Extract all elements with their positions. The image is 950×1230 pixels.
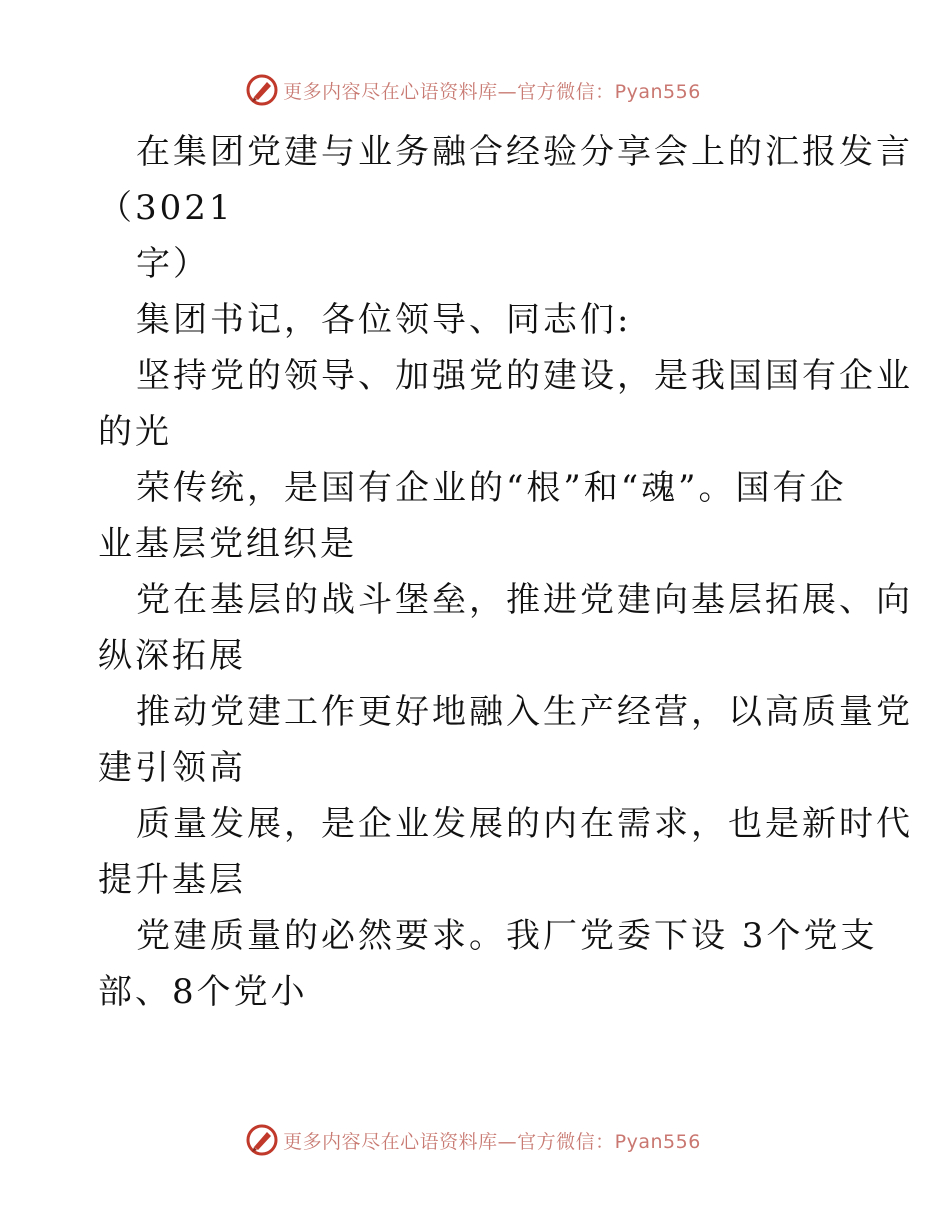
text-line: 提升基层 bbox=[98, 860, 246, 900]
text-line: 党建质量的必然要求。我厂党委下设 3个党支 bbox=[136, 916, 878, 956]
text-line: 集团书记，各位领导、同志们: bbox=[136, 300, 632, 340]
pen-logo-icon bbox=[245, 1123, 279, 1157]
text-line: 部、8个党小 bbox=[98, 972, 308, 1012]
text-line: 在集团党建与业务融合经验分享会上的汇报发言 bbox=[136, 132, 913, 172]
text-line: 党在基层的战斗堡垒，推进党建向基层拓展、向 bbox=[136, 580, 913, 620]
text-line: 纵深拓展 bbox=[98, 636, 246, 676]
footer-watermark bbox=[0, 1120, 950, 1160]
text-line: 坚持党的领导、加强党的建设，是我国国有企业 bbox=[136, 356, 913, 396]
watermark-text: 更多内容尽在心语资料库—官方微信：Pyan556 bbox=[283, 1130, 701, 1153]
text-line: 字） bbox=[136, 244, 210, 284]
text-line: 推动党建工作更好地融入生产经营，以高质量党 bbox=[136, 692, 913, 732]
document-body bbox=[98, 124, 913, 1020]
text-line: （3021 bbox=[98, 188, 234, 228]
text-line: 建引领高 bbox=[98, 748, 246, 788]
pen-logo-icon bbox=[245, 73, 279, 107]
text-line: 质量发展，是企业发展的内在需求，也是新时代 bbox=[136, 804, 913, 844]
text-line: 业基层党组织是 bbox=[98, 524, 357, 564]
watermark-text: 更多内容尽在心语资料库—官方微信：Pyan556 bbox=[283, 80, 701, 103]
text-line: 的光 bbox=[98, 412, 172, 452]
header-watermark bbox=[0, 70, 950, 110]
text-line: 荣传统，是国有企业的“根”和“魂”。国有企 bbox=[136, 468, 847, 508]
